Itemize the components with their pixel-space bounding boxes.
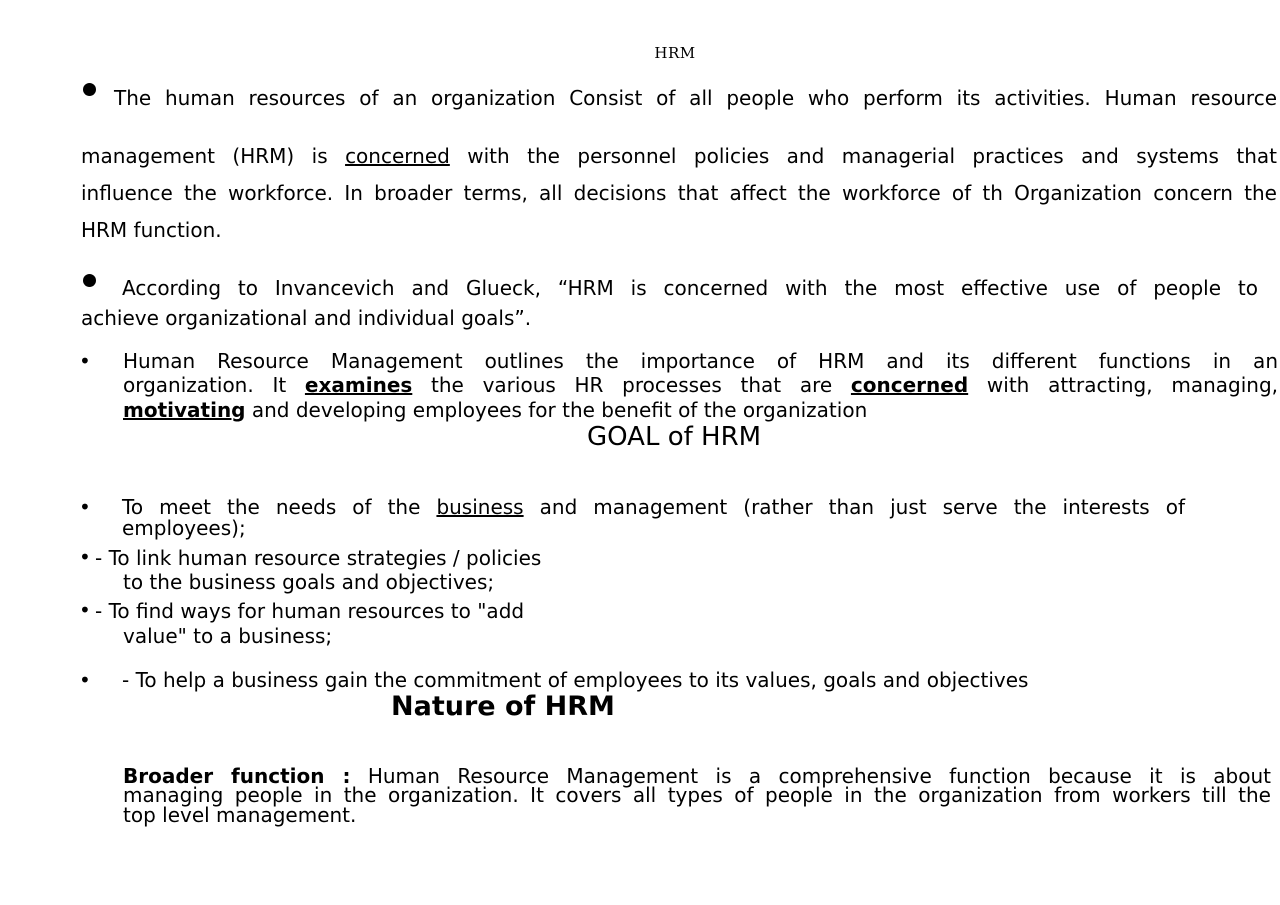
underlined-term: business — [436, 495, 524, 519]
paragraph-line: To meet the needs of the business and management (rather than just serve the interests of — [122, 495, 1185, 519]
bullet-glyph: • — [79, 349, 91, 373]
intro-paragraph-1 — [81, 85, 1277, 255]
nature-paragraph — [123, 764, 1271, 830]
nature-heading: Nature of HRM — [391, 691, 615, 722]
underlined-term: concerned — [850, 373, 969, 397]
paragraph-line: motivating and developing employees for the benefit of the organization — [123, 398, 868, 422]
bullet-glyph: • — [79, 668, 91, 692]
intro-paragraph-3 — [123, 348, 1278, 426]
paragraph-line: According to Invancevich and Glueck, “HRM is concerned with the most effective use of people to — [122, 276, 1258, 300]
bullet-glyph: • — [79, 545, 91, 569]
bullet-glyph: • — [79, 495, 91, 519]
page-header-title: HRM — [654, 44, 696, 62]
paragraph-line: organization. It examines the various HR processes that are concerned with attracting, managing, — [123, 373, 1278, 397]
bullet-glyph: • — [79, 598, 91, 622]
underlined-term: examines — [304, 373, 413, 397]
bold-term: Broader function : — [123, 764, 351, 788]
goal-heading: GOAL of HRM — [587, 422, 762, 452]
goal-item-3-line-1: - To find ways for human resources to "add — [95, 599, 525, 623]
paragraph-line: management (HRM) is concerned with the personnel policies and managerial practices and systems that — [81, 144, 1277, 168]
paragraph-line: employees); — [122, 516, 246, 540]
goal-item-3-line-2: value" to a business; — [123, 624, 333, 648]
goal-item-1 — [122, 494, 1185, 548]
paragraph-line: Human Resource Management outlines the importance of HRM and its different functions in an — [123, 349, 1278, 373]
paragraph-line: influence the workforce. In broader terms, all decisions that affect the workforce of th Organization concern the — [81, 181, 1277, 205]
underlined-term: motivating — [123, 398, 246, 422]
goal-item-2-line-2: to the business goals and objectives; — [123, 570, 495, 594]
underlined-term: concerned — [345, 144, 450, 168]
paragraph-line: managing people in the organization. It covers all types of people in the organization from workers till the — [123, 783, 1271, 807]
goal-item-2-line-1: - To link human resource strategies / policies — [95, 546, 542, 570]
paragraph-line: The human resources of an organization Consist of all people who perform its activities. Human resource — [114, 86, 1277, 110]
goal-item-4: - To help a business gain the commitment of employees to its values, goals and objectives — [122, 668, 1029, 692]
paragraph-line: Broader function : Human Resource Management is a comprehensive function because it is about — [123, 764, 1271, 788]
paragraph-line: top level management. — [123, 803, 357, 827]
intro-paragraph-2 — [81, 275, 1258, 335]
paragraph-line: achieve organizational and individual goals”. — [81, 306, 532, 330]
paragraph-line: HRM function. — [81, 218, 222, 242]
